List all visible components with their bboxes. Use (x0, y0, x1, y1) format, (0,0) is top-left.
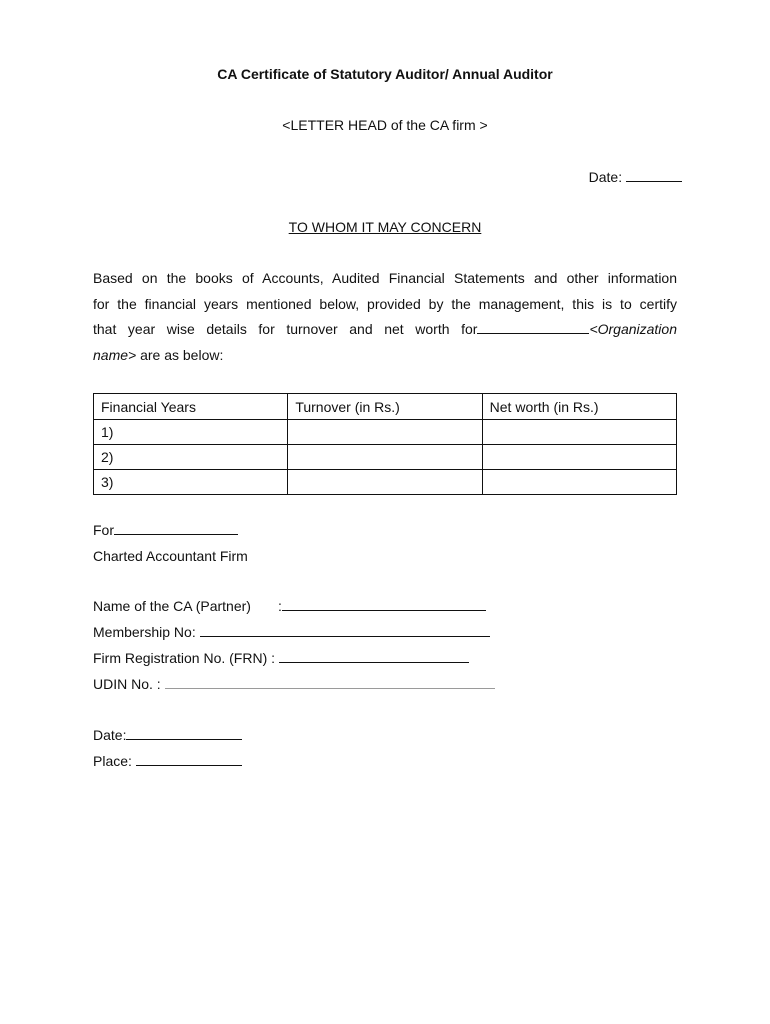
date-field-top (589, 169, 682, 185)
paragraph-line-4-text: are as below: (136, 346, 224, 363)
date-blank-line (626, 169, 682, 182)
paragraph-line-2: for the financial years mentioned below, provided by the management, this is to certify (93, 295, 677, 312)
ca-name-colon: : (277, 598, 282, 614)
frn-line (93, 650, 469, 666)
frn-label: Firm Registration No. (FRN) : (93, 650, 276, 666)
table-row (94, 420, 677, 445)
date-line-bottom (93, 727, 242, 743)
row-networth-cell[interactable] (482, 445, 676, 470)
ca-name-label: Name of the CA (Partner) (93, 598, 251, 614)
paragraph-line-4 (93, 343, 677, 369)
document-title: CA Certificate of Statutory Auditor/ Annual Auditor (217, 66, 553, 82)
place-line (93, 753, 242, 769)
row-year-cell: 3) (94, 470, 288, 495)
header-financial-years: Financial Years (94, 394, 288, 420)
row-year-cell: 1) (94, 420, 288, 445)
date-bottom-blank-line (126, 727, 242, 740)
organization-placeholder-end: name> (93, 346, 137, 363)
udin-line (93, 676, 495, 692)
row-networth-cell[interactable] (482, 420, 676, 445)
date-label: Date: (588, 169, 623, 185)
paragraph-line-1: Based on the books of Accounts, Audited Financial Statements and other information (93, 270, 677, 286)
header-net-worth: Net worth (in Rs.) (482, 394, 676, 420)
row-year-cell: 2) (94, 445, 288, 470)
ca-name-blank-line (282, 598, 486, 611)
udin-label: UDIN No. : (93, 676, 161, 692)
certificate-paragraph (93, 266, 677, 368)
paragraph-line-3-text: that year wise details for turnover and net worth for (93, 321, 478, 337)
place-label: Place: (93, 753, 132, 769)
row-turnover-cell[interactable] (288, 445, 482, 470)
header-turnover: Turnover (in Rs.) (288, 394, 482, 420)
date-bottom-label: Date: (93, 727, 127, 743)
row-turnover-cell[interactable] (288, 470, 482, 495)
letterhead-placeholder: <LETTER HEAD of the CA firm > (282, 117, 488, 133)
frn-blank-line (279, 650, 469, 663)
for-blank-line (114, 522, 238, 535)
table-row (94, 445, 677, 470)
ca-name-line (93, 598, 486, 614)
to-whom-heading: TO WHOM IT MAY CONCERN (288, 219, 482, 235)
for-label: For (93, 522, 114, 538)
membership-blank-line (200, 624, 490, 637)
membership-label: Membership No: (93, 624, 196, 640)
table-row (94, 470, 677, 495)
udin-blank-line (165, 676, 495, 689)
firm-label: Charted Accountant Firm (93, 548, 248, 564)
organization-blank-line (477, 321, 589, 334)
row-turnover-cell[interactable] (288, 420, 482, 445)
paragraph-line-3 (93, 317, 677, 343)
membership-line (93, 624, 490, 640)
row-networth-cell[interactable] (482, 470, 676, 495)
table-header-row (94, 394, 677, 420)
financial-table (93, 393, 677, 495)
organization-placeholder: <Organization (589, 321, 677, 337)
place-blank-line (136, 753, 242, 766)
for-line (93, 522, 238, 538)
